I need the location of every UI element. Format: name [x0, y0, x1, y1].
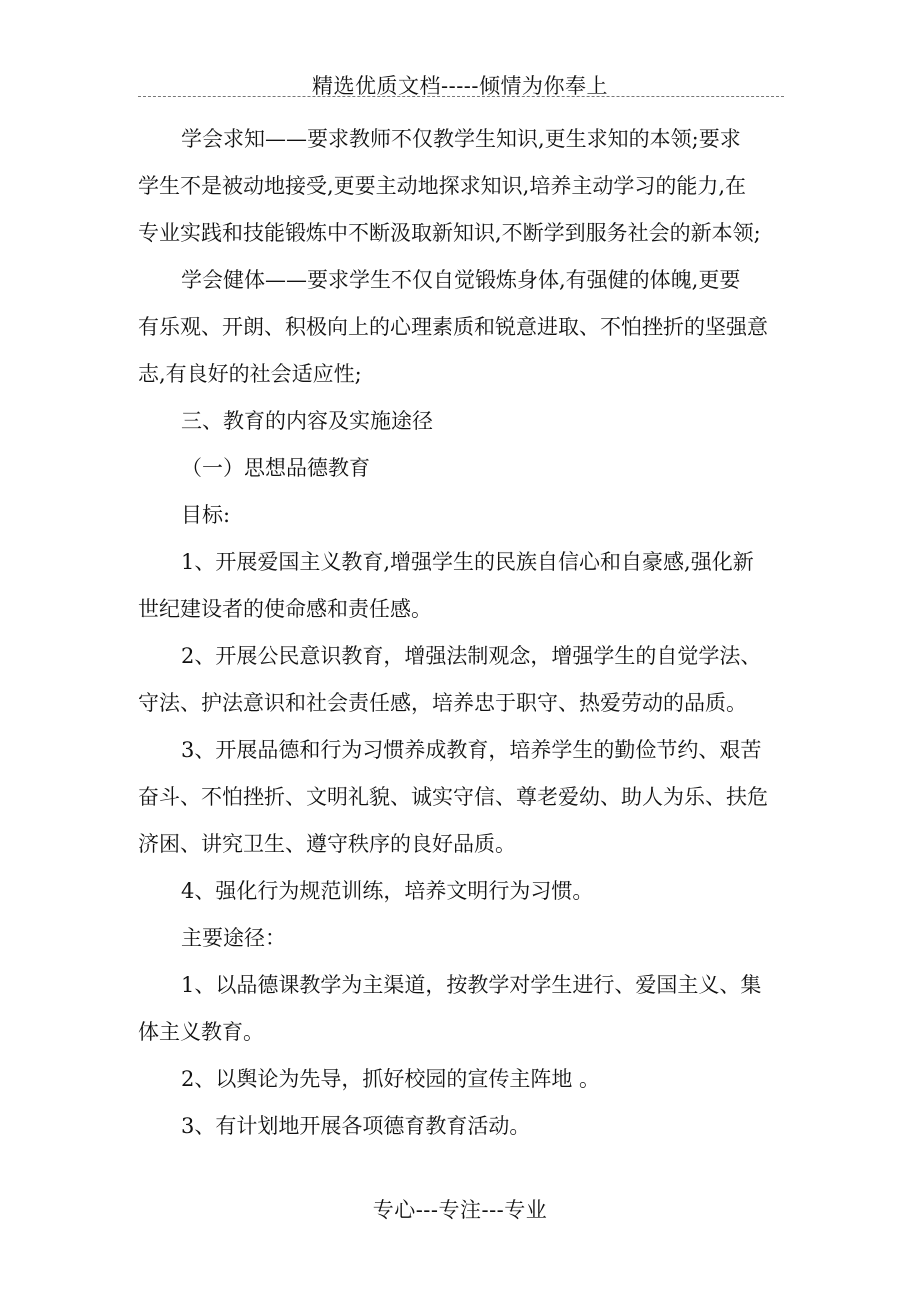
text-line: 3、开展品德和行为习惯养成教育，培养学生的勤俭节约、艰苦	[181, 738, 762, 762]
text-line: 三、教育的内容及实施途径	[181, 409, 433, 433]
text-line: 体主义教育。	[138, 1020, 264, 1044]
text-line: 奋斗、不怕挫折、文明礼貌、诚实守信、尊老爱幼、助人为乐、扶危	[138, 785, 768, 809]
text-line: 3、有计划地开展各项德育教育活动。	[181, 1114, 531, 1138]
text-line: 专业实践和技能锻炼中不断汲取新知识,不断学到服务社会的新本领;	[138, 221, 761, 245]
text-line: （一）思想品德教育	[181, 456, 370, 480]
text-line: 守法、护法意识和社会责任感，培养忠于职守、热爱劳动的品质。	[138, 691, 747, 715]
text-line: 2、开展公民意识教育，增强法制观念，增强学生的自觉学法、	[181, 644, 762, 668]
text-line: 志,有良好的社会适应性;	[138, 362, 362, 386]
page-header: 精选优质文档-----倾情为你奉上	[312, 74, 608, 98]
header-divider	[138, 96, 784, 97]
document-body	[138, 116, 788, 1150]
text-line: 有乐观、开朗、积极向上的心理素质和锐意进取、不怕挫折的坚强意	[138, 315, 768, 339]
text-line: 主要途径：	[181, 926, 286, 950]
text-line: 1、开展爱国主义教育,增强学生的民族自信心和自豪感,强化新	[181, 550, 754, 574]
text-line: 学生不是被动地接受,更要主动地探求知识,培养主动学习的能力,在	[138, 174, 747, 198]
text-line: 学会健体——要求学生不仅自觉锻炼身体,有强健的体魄,更要	[181, 268, 741, 292]
text-line: 4、强化行为规范训练，培养文明行为习惯。	[181, 879, 594, 903]
text-line: 学会求知——要求教师不仅教学生知识,更生求知的本领;要求	[181, 127, 741, 151]
text-line: 济困、讲究卫生、遵守秩序的良好品质。	[138, 832, 516, 856]
text-line: 世纪建设者的使命感和责任感。	[138, 597, 432, 621]
text-line: 2、以舆论为先导，抓好校园的宣传主阵地 。	[181, 1067, 601, 1091]
page-footer: 专心---专注---专业	[372, 1198, 548, 1222]
text-line: 目标:	[181, 503, 231, 527]
text-line: 1、以品德课教学为主渠道，按教学对学生进行、爱国主义、集	[181, 973, 762, 997]
